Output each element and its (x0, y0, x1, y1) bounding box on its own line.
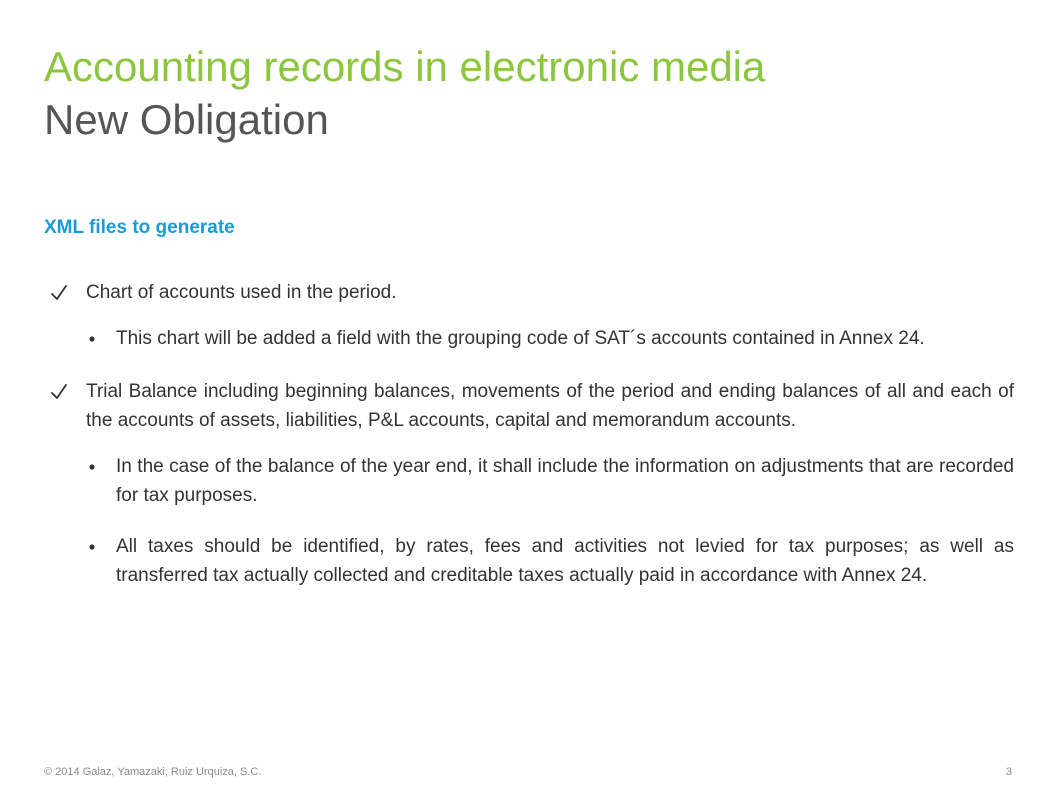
checklist-item (44, 278, 1014, 307)
checkmark-icon (50, 278, 70, 307)
bullet-icon (88, 324, 102, 353)
bullet-item-text: In the case of the balance of the year end, it shall include the information on adjustments that are recorded for tax purposes. (116, 456, 1014, 506)
bullet-item (44, 532, 1014, 590)
bullet-item-text: All taxes should be identified, by rates, fees and activities not levied for tax purposes; as well as transferred tax actually collected and creditable taxes actually paid in accordance with Annex 24. (116, 536, 1014, 586)
slide-subtitle: New Obligation (44, 96, 329, 143)
checklist-item-text: Chart of accounts used in the period. (86, 282, 397, 303)
page-number: 3 (1005, 766, 1012, 778)
bullet-icon (88, 532, 102, 561)
checklist-item-text: Trial Balance including beginning balances, movements of the period and ending balances of all and each of the accounts of assets, liabilities, P&L accounts, capital and memorandum accounts. (86, 381, 1014, 431)
section-heading: XML files to generate (44, 217, 235, 238)
bullet-icon (88, 452, 102, 481)
bullet-item (44, 452, 1014, 510)
content-body (44, 278, 1014, 590)
footer-copyright: © 2014 Galaz, Yamazaki, Ruiz Urquiza, S.C. (44, 766, 262, 778)
checkmark-icon (50, 377, 70, 406)
checklist-item (44, 377, 1014, 435)
slide-title: Accounting records in electronic media (44, 43, 766, 90)
bullet-item (44, 324, 1014, 353)
bullet-item-text: This chart will be added a field with the grouping code of SAT´s accounts contained in Annex 24. (116, 328, 925, 349)
